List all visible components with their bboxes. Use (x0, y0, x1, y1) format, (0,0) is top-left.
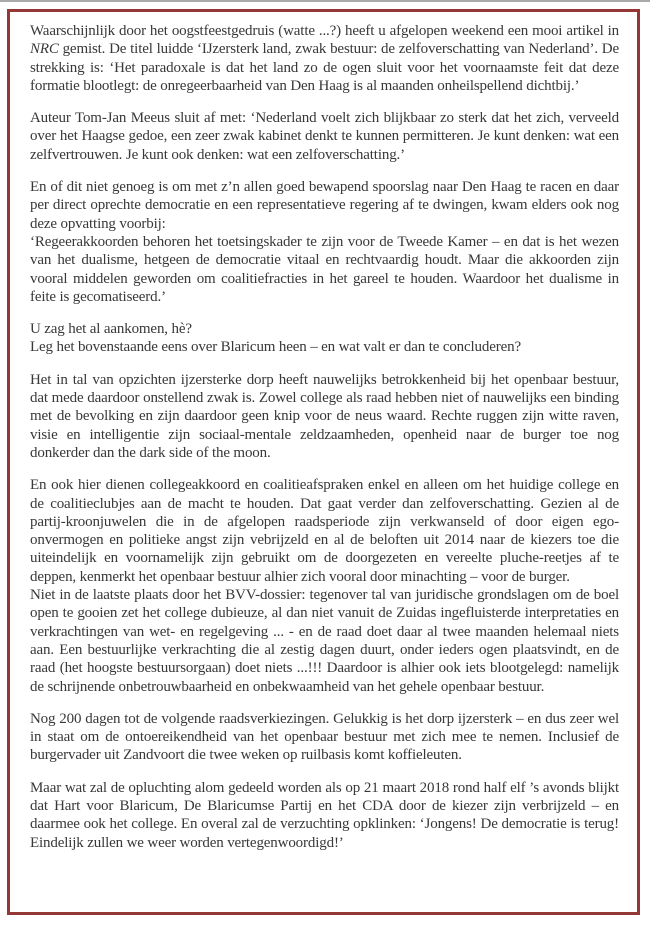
paragraph-opvatting (30, 178, 619, 306)
paragraph-intro-text-post: gemist. De titel luidde ‘IJzersterk land, zwak bestuur: de zelfoverschatting van Nederland’. De strekking is: ‘Het paradoxale is dat het land zo de ogen sluit voor het voornaamste feit dat deze formatie blootlegt: de onregeerbaarheid van Den Haag is al maanden onheilspellend dichtbij.’ (30, 41, 619, 94)
paragraph-collegeakkoord-part1: En ook hier dienen collegeakkoord en coalitieafspraken enkel en alleen om het huidige college en de coalitieclubjes aan de macht te houden. Dat gaat verder dan zelfoverschatting. Gezien al de partij-kroonjuwelen die in de afgelopen raadsperiode zijn verkwanseld of door eigen ego-onvermogen en politieke angst zijn vebrijzeld en al de beloften uit 2014 naar de kiezers toe die uiteindelijk en voornamelijk zijn gebruikt om de doorgezeten en vereelte pluche-reetjes af te deppen, kenmerkt het openbaar bestuur alhier zich vooral door minachting – voor de burger. (30, 477, 619, 585)
paragraph-opvatting-part1: En of dit niet genoeg is om met z’n allen goed bewapend spoorslag naar Den Haag te racen en daar per direct oprechte democratie en een representatieve regering af te dwingen, kwam elders ook nog deze opvatting voorbij: (30, 179, 619, 232)
window-top-edge (0, 0, 650, 2)
paragraph-quote-meeus: Auteur Tom-Jan Meeus sluit af met: ‘Nederland voelt zich blijkbaar zo sterk dat het zich, verveeld over het Haagse gedoe, een zeer zwak kabinet denkt te kunnen permitteren. Je kunt denken: wat een zelfvertrouwen. Je kunt ook denken: wat een zelfoverschatting.’ (30, 110, 619, 163)
article-border-frame (7, 9, 640, 915)
paragraph-aankomen (30, 320, 619, 357)
paragraph-collegeakkoord-part2: Niet in de laatste plaats door het BVV-dossier: tegenover tal van juridische grondslagen om de boel open te gooien zet het college dubieuze, al dan niet vanuit de Zuidas ingefluisterde interpretaties en verkrachtingen van wet- en regelgeving ... - en de raad doet daar al twee maanden helemaal niets aan. Een bestuurlijke verkrachting die al zestig dagen duurt, onder ieders ogen plaatsvindt, en de raad (het hoogste bestuursorgaan) doet niets ...!!! Daardoor is alhier ook iets blootgelegd: namelijk de schrijnende onbetrouwbaarheid en onbekwaamheid van het gehele openbaar bestuur. (30, 587, 619, 695)
paragraph-intro-text-pre: Waarschijnlijk door het oogstfeestgedruis (watte ...?) heeft u afgelopen weekend een mooi artikel in (30, 23, 619, 39)
paragraph-aankomen-line1: U zag het al aankomen, hè? (30, 321, 192, 338)
paragraph-slot: Maar wat zal de opluchting alom gedeeld worden als op 21 maart 2018 rond half elf ’s avonds blijkt dat Hart voor Blaricum, De Blaricumse Partij en het CDA door de kiezer zijn verbrijzeld – en daarmee ook het college. En overal zal de verzuchting opklinken: ‘Jongens! De democratie is terug! Eindelijk zullen we weer worden vertegenwoordigd!’ (30, 779, 619, 851)
paragraph-collegeakkoord (30, 476, 619, 696)
paragraph-opvatting-part2: ‘Regeerakkoorden behoren het toetsingskader te zijn voor de Tweede Kamer – en dat is het wezen van het dualisme, hetgeen de democratie vitaal en rechtvaardig houdt. Maar die akkoorden zijn vooral middelen geworden om coalitiefracties in het gareel te houden. Waardoor het dualisme in feite is gecomatiseerd.’ (30, 233, 619, 305)
nrc-title-italic: NRC (30, 41, 59, 58)
paragraph-aankomen-line2: Leg het bovenstaande eens over Blaricum heen – en wat valt er dan te concluderen? (30, 339, 521, 356)
paragraph-verkiezingen: Nog 200 dagen tot de volgende raadsverkiezingen. Gelukkig is het dorp ijzersterk – en dus zeer wel in staat om de ontoereikendheid van het openbaar bestuur met zich mee te nemen. Inclusief de burgervader uit Zandvoort die twee weken op ruilbasis komt koffieleuten. (30, 710, 619, 764)
paragraph-dorp: Het in tal van opzichten ijzersterke dorp heeft nauwelijks betrokkenheid bij het openbaar bestuur, dat mede daardoor onstellend zwak is. Zowel college als raad hebben niet of nauwelijks een binding met de bevolking en zijn daardoor geen knip voor de neus waard. Rechte ruggen zijn witte raven, visie en intelligentie zijn sociaal-mentale zeldzaamheden, openheid naar de burger toe nog donkerder dan the dark side of the moon. (30, 371, 619, 461)
paragraph-intro (30, 22, 619, 95)
